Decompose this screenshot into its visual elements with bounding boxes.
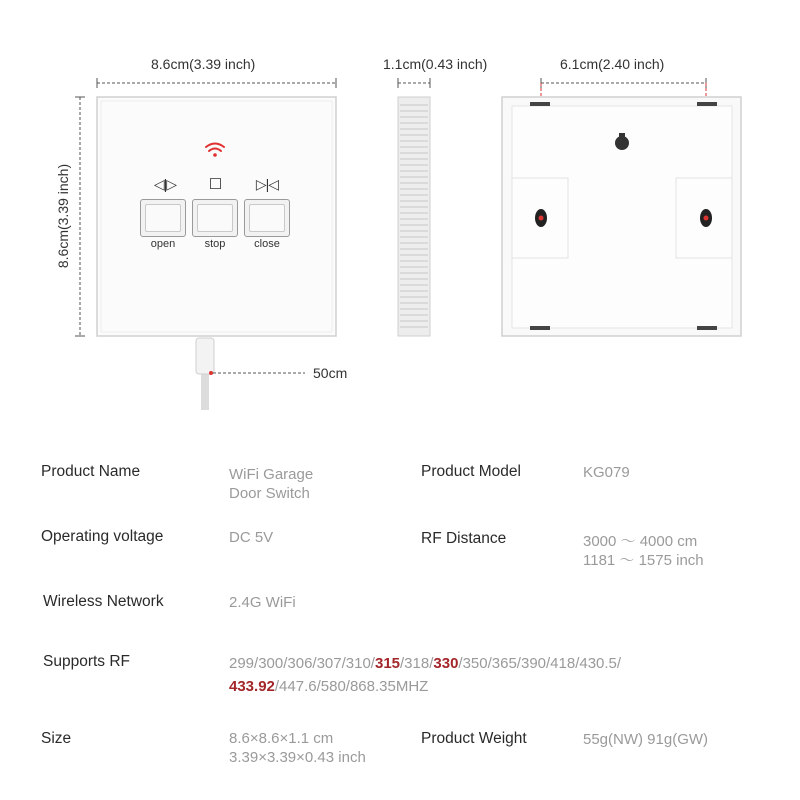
open-symbol: ◁|▷ <box>153 176 177 192</box>
side-panel <box>398 97 430 336</box>
rf-distance-value-2: 1181 ～ 1575 inch <box>583 552 704 569</box>
product-model-value: KG079 <box>583 464 630 481</box>
voltage-label: Operating voltage <box>41 528 164 545</box>
open-key <box>140 199 186 237</box>
cable-length: 50cm <box>313 365 348 381</box>
rf-distance-label: RF Distance <box>421 530 507 547</box>
rf-highlight: 315 <box>374 655 401 672</box>
voltage-value: DC 5V <box>229 529 274 546</box>
wireless-value: 2.4G WiFi <box>229 594 296 611</box>
stop-symbol: ☐ <box>208 176 222 193</box>
stop-key <box>192 199 238 237</box>
product-name-label: Product Name <box>41 463 141 480</box>
rf-part: /350/365/390/418/430.5/ <box>458 655 622 672</box>
size-value-1: 8.6×8.6×1.1 cm <box>229 730 334 747</box>
hole-spacing-dimension: 6.1cm(2.40 inch) <box>560 56 665 72</box>
close-symbol: ▷|◁ <box>255 176 279 192</box>
weight-label: Product Weight <box>421 730 527 747</box>
rf-part: /447.6/580/868.35MHZ <box>274 678 429 695</box>
product-name-value-2: Door Switch <box>229 485 310 502</box>
product-name-value-1: WiFi Garage <box>229 466 314 483</box>
supports-rf-label: Supports RF <box>43 653 131 670</box>
size-label: Size <box>41 730 72 747</box>
close-key <box>244 199 290 237</box>
wireless-label: Wireless Network <box>43 593 164 610</box>
rf-frequencies-line-1 <box>229 654 621 673</box>
close-label: close <box>254 238 280 250</box>
depth-dimension: 1.1cm(0.43 inch) <box>383 56 488 72</box>
stop-label: stop <box>204 238 226 250</box>
rf-frequencies-line-2 <box>229 677 428 696</box>
rf-part: 299/300/306/307/310/ <box>229 655 375 672</box>
width-dimension: 8.6cm(3.39 inch) <box>151 56 256 72</box>
weight-value: 55g(NW) 91g(GW) <box>583 731 709 748</box>
rf-highlight: 330 <box>433 655 459 672</box>
height-dimension: 8.6cm(3.39 inch) <box>55 163 71 269</box>
rf-highlight: 433.92 <box>229 678 275 695</box>
open-label: open <box>150 238 176 250</box>
product-model-label: Product Model <box>421 463 521 480</box>
rf-part: /318/ <box>400 655 434 672</box>
rf-distance-value-1: 3000 ～ 4000 cm <box>583 533 698 550</box>
size-value-2: 3.39×3.39×0.43 inch <box>229 749 366 766</box>
